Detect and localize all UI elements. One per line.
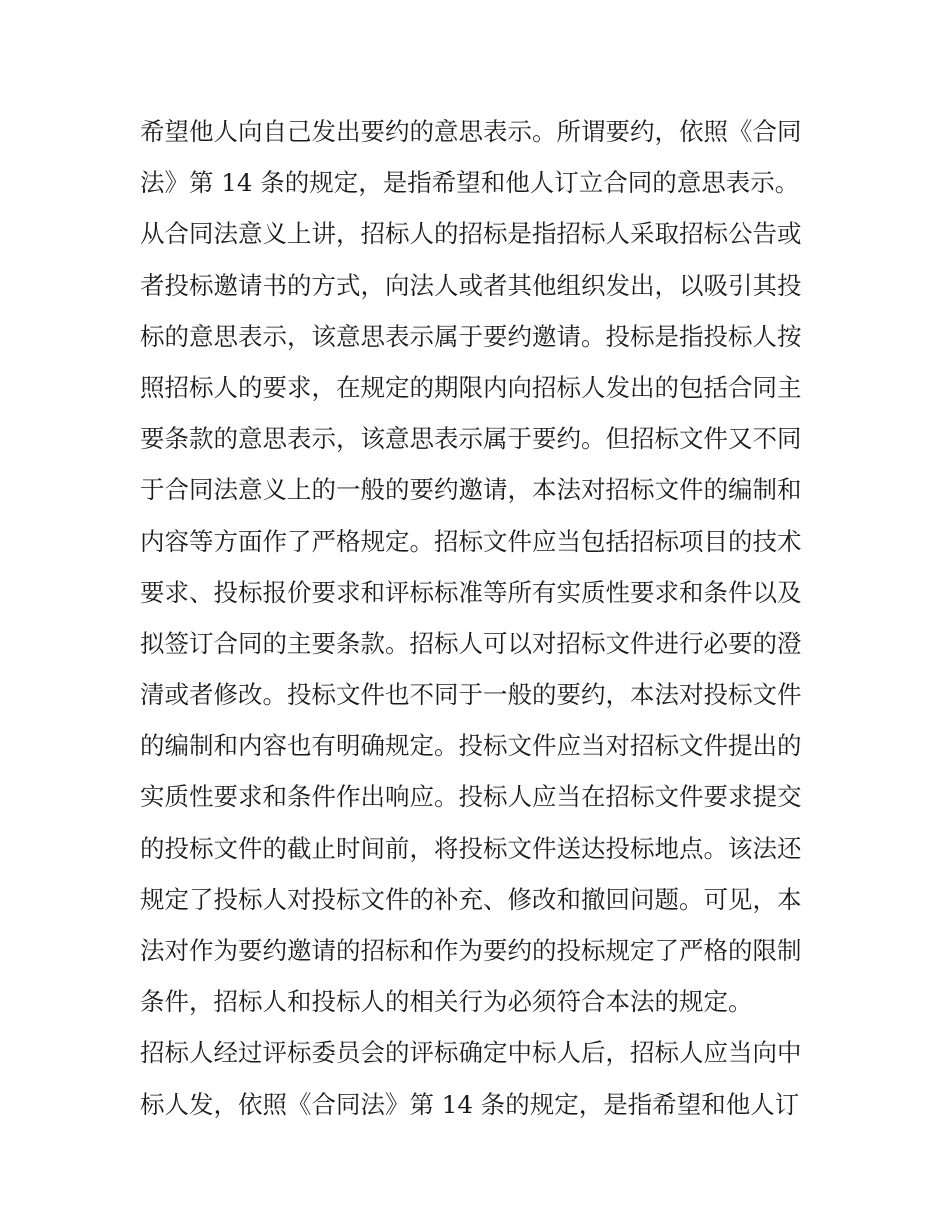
text-line: 招标人经过评标委员会的评标确定中标人后，招标人应当向中 [140,1038,802,1068]
text-line: 法对作为要约邀请的招标和作为要约的投标规定了严格的限制 [140,936,802,965]
text-line: 照招标人的要求，在规定的期限内向招标人发出的包括合同主 [140,372,802,402]
text-line: 于合同法意义上的一般的要约邀请，本法对招标文件的编制和 [140,475,802,505]
text-line: 法》第 14 条的规定，是指希望和他人订立合同的意思表示。 [140,168,800,198]
text-line: 条件，招标人和投标人的相关行为必须符合本法的规定。 [140,987,753,1017]
text-line: 规定了投标人对投标文件的补充、修改和撤回问题。可见，本 [140,884,802,914]
text-line: 的投标文件的截止时间前，将投标文件送达投标地点。该法还 [140,833,802,863]
text-line: 实质性要求和条件作出响应。投标人应当在招标文件要求提交 [140,782,802,812]
text-line: 标人发，依照《合同法》第 14 条的规定，是指希望和他人订 [140,1089,800,1119]
text-line: 从合同法意义上讲，招标人的招标是指招标人采取招标公告或 [140,219,802,249]
text-line: 要条款的意思表示，该意思表示属于要约。但招标文件又不同 [140,424,802,454]
text-line: 希望他人向自己发出要约的意思表示。所谓要约，依照《合同 [140,117,802,146]
text-line: 者投标邀请书的方式，向法人或者其他组织发出，以吸引其投 [140,270,802,300]
text-line: 拟签订合同的主要条款。招标人可以对招标文件进行必要的澄 [140,628,802,658]
text-line: 清或者修改。投标文件也不同于一般的要约，本法对投标文件 [140,680,802,710]
text-line: 内容等方面作了严格规定。招标文件应当包括招标项目的技术 [140,526,802,556]
text-line: 要求、投标报价要求和评标标准等所有实质性要求和条件以及 [140,577,802,607]
text-line: 标的意思表示，该意思表示属于要约邀请。投标是指投标人按 [140,321,802,351]
text-line: 的编制和内容也有明确规定。投标文件应当对招标文件提出的 [140,731,802,761]
body-text [140,106,812,1130]
